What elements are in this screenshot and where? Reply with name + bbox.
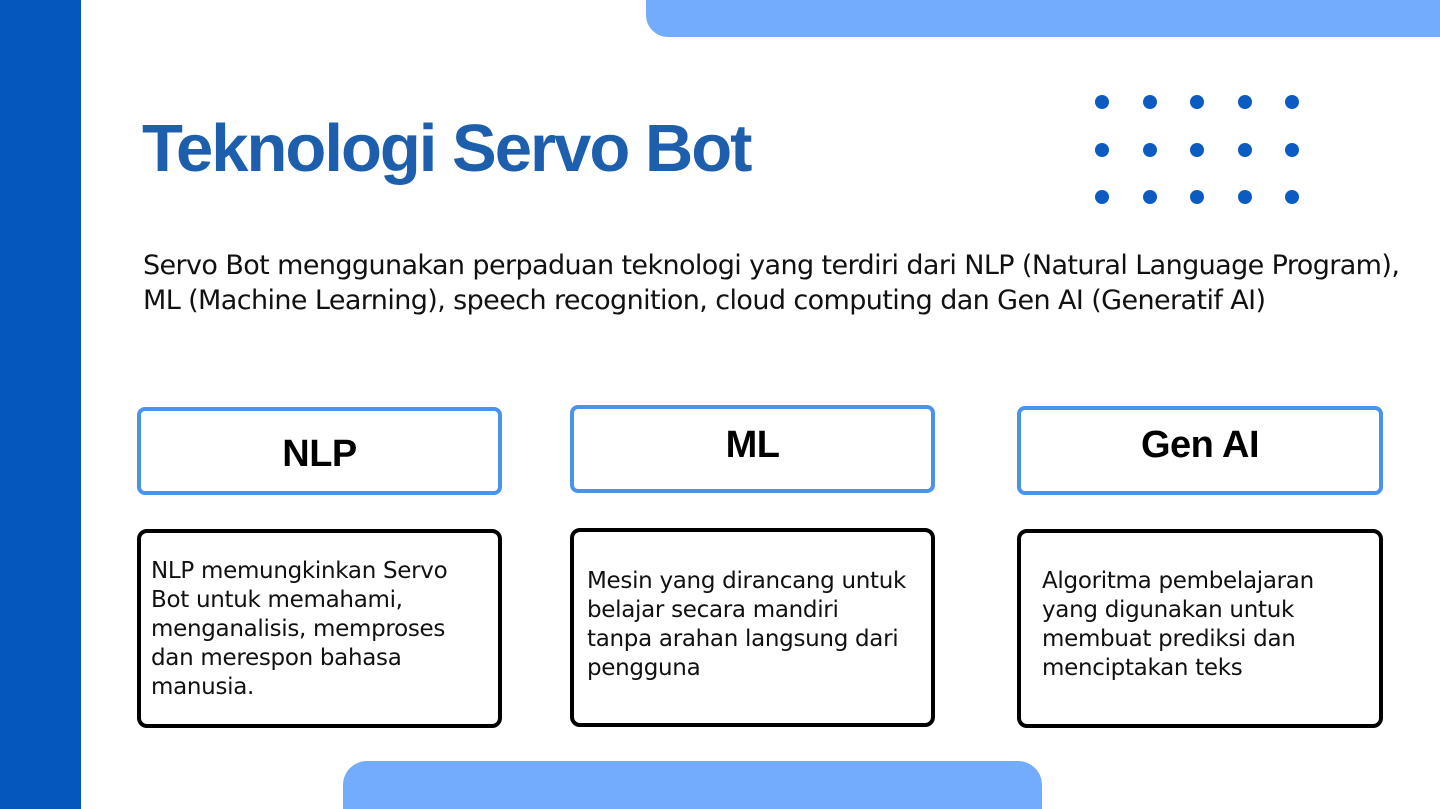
decorative-dot [1095,95,1109,109]
left-accent-bar [0,0,81,809]
card-description-text: NLP memungkinkan Servo Bot untuk memahami, menganalisis, memproses dan merespon bahasa manusia. [151,558,448,700]
card-description-nlp [137,529,502,728]
card-description-text: Algoritma pembelajaran yang digunakan untuk membuat prediksi dan menciptakan teks [1042,568,1314,681]
bottom-decorative-band [343,761,1042,809]
decorative-dot [1285,143,1299,157]
card-heading-ml [570,405,935,493]
decorative-dot [1095,190,1109,204]
decorative-dot [1143,190,1157,204]
page-title: Teknologi Servo Bot [142,111,751,186]
decorative-dot [1143,143,1157,157]
card-heading-gen-ai [1017,406,1383,495]
card-description-gen-ai [1017,529,1383,728]
card-description-ml [570,528,935,727]
decorative-dot [1238,190,1252,204]
decorative-dot [1238,95,1252,109]
card-heading-label: NLP [282,432,357,475]
decorative-dot [1190,95,1204,109]
decorative-dot [1143,95,1157,109]
card-heading-label: ML [725,423,780,466]
decorative-dot [1285,190,1299,204]
decorative-dot [1285,95,1299,109]
decorative-dot [1190,190,1204,204]
dot-grid-decoration [1095,95,1305,205]
decorative-dot [1190,143,1204,157]
card-heading-nlp [137,407,502,495]
decorative-dot [1238,143,1252,157]
card-heading-label: Gen AI [1140,424,1260,466]
decorative-dot [1095,143,1109,157]
intro-paragraph: Servo Bot menggunakan perpaduan teknologi yang terdiri dari NLP (Natural Language Program), ML (Machine Learning), speech recognition, cloud computing dan Gen AI (Generatif AI) [143,250,1400,316]
card-description-text: Mesin yang dirancang untuk belajar secara mandiri tanpa arahan langsung dari pengguna [587,568,907,681]
top-decorative-band [646,0,1440,37]
